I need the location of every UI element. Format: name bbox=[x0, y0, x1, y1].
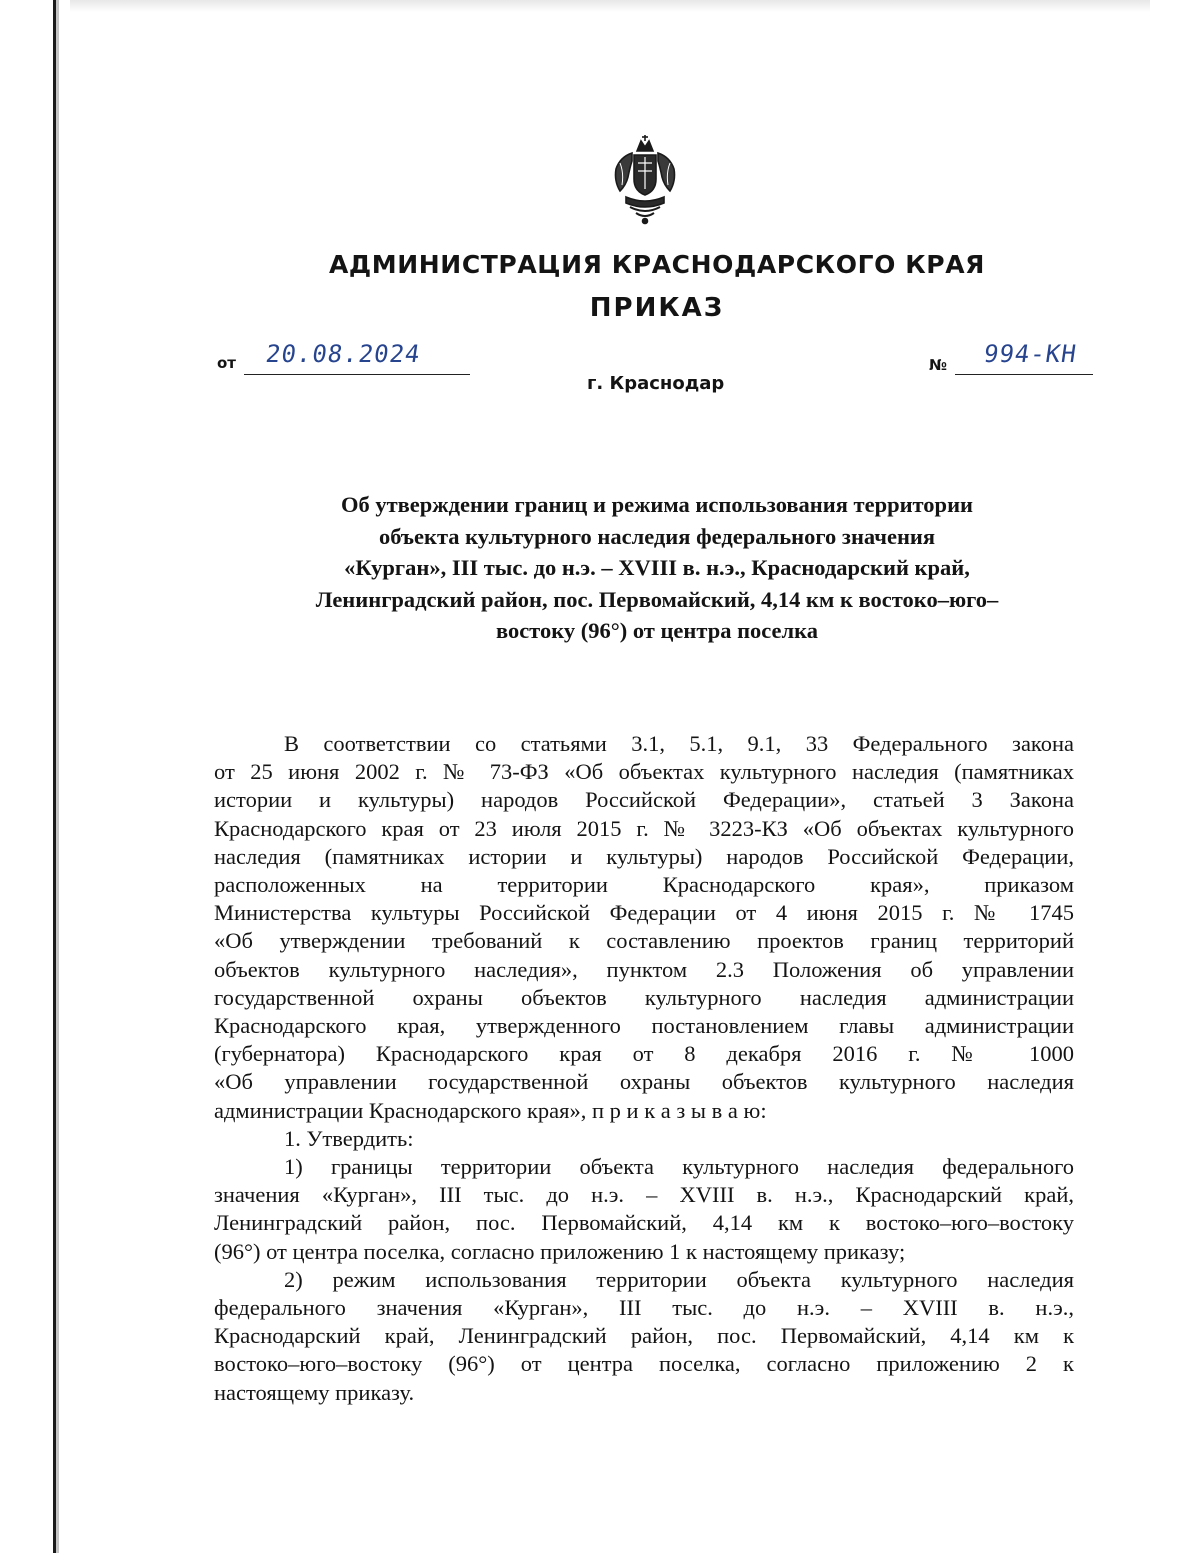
coat-of-arms-emblem bbox=[610, 133, 680, 225]
body-line: объектов культурного наследия», пунктом 2.3 Положения об управлении bbox=[214, 956, 1074, 982]
body-line: администрации Краснодарского края», п р и к а з ы в а ю: bbox=[214, 1097, 767, 1123]
body-line: (губернатора) Краснодарского края от 8 декабря 2016 г. № 1000 bbox=[214, 1041, 1074, 1067]
body-line: расположенных на территории Краснодарского края», приказом bbox=[214, 872, 1074, 898]
body-line: Краснодарский край, Ленинградский район, пос. Первомайский, 4,14 км к bbox=[214, 1323, 1074, 1349]
body-line: 1) границы территории объекта культурного наследия федерального bbox=[284, 1154, 1074, 1180]
body-line: наследия (памятниках истории и культуры) народов Российской Федерации, bbox=[214, 843, 1074, 869]
handwritten-date: 20.08.2024 bbox=[264, 340, 423, 368]
body-line: (96°) от центра поселка, согласно приложению 1 к настоящему приказу; bbox=[214, 1238, 906, 1264]
city: г. Краснодар bbox=[587, 373, 725, 394]
order-body bbox=[214, 730, 1074, 1407]
body-line: Ленинградский район, пос. Первомайский, 4,14 км к востоко–юго–востоку bbox=[214, 1210, 1074, 1236]
body-line: 2) режим использования территории объекта культурного наследия bbox=[284, 1266, 1074, 1292]
body-line: истории и культуры) народов Российской Федерации», статьей 3 Закона bbox=[214, 787, 1074, 813]
title-line: «Курган», III тыс. до н.э. – XVIII в. н.э., Краснодарский край, bbox=[344, 555, 970, 580]
body-line: В соответствии со статьями 3.1, 5.1, 9.1, 33 Федерального закона bbox=[284, 731, 1074, 756]
order-title bbox=[200, 489, 1114, 647]
body-line: Краснодарского края от 23 июля 2015 г. № 3223-КЗ «Об объектах культурного bbox=[214, 815, 1074, 841]
date-label: от bbox=[217, 354, 236, 372]
title-line: Об утверждении границ и режима использования территории bbox=[340, 492, 974, 517]
scan-artifact-top bbox=[70, 0, 1150, 12]
number-label: № bbox=[929, 356, 948, 374]
body-line: государственной охраны объектов культурного наследия администрации bbox=[214, 984, 1074, 1010]
organization-name: АДМИНИСТРАЦИЯ КРАСНОДАРСКОГО КРАЯ bbox=[328, 250, 986, 279]
date-underline bbox=[244, 374, 470, 375]
body-line: Министерства культуры Российской Федерации от 4 июня 2015 г. № 1745 bbox=[214, 900, 1074, 926]
body-line: значения «Курган», III тыс. до н.э. – XVIII в. н.э., Краснодарский край, bbox=[214, 1182, 1074, 1208]
body-line: 1. Утвердить: bbox=[284, 1125, 414, 1151]
title-line: Ленинградский район, пос. Первомайский, 4,14 км к востоко–юго– bbox=[315, 586, 999, 612]
body-line: востоко–юго–востоку (96°) от центра поселка, согласно приложению 2 к bbox=[214, 1351, 1074, 1377]
body-line: Краснодарского края, утвержденного постановлением главы администрации bbox=[214, 1013, 1074, 1039]
document-type: ПРИКАЗ bbox=[589, 293, 725, 323]
body-line: «Об управлении государственной охраны объектов культурного наследия bbox=[214, 1069, 1074, 1095]
title-line: востоку (96°) от центра поселка bbox=[495, 618, 819, 643]
title-line: объекта культурного наследия федерального значения bbox=[378, 523, 936, 549]
handwritten-order-number: 994-КН bbox=[982, 340, 1079, 368]
body-line: от 25 июня 2002 г. № 73-ФЗ «Об объектах культурного наследия (памятниках bbox=[214, 759, 1074, 785]
body-line: «Об утверждении требований к составлению проектов границ территорий bbox=[214, 928, 1074, 954]
scan-artifact-left-edge bbox=[53, 0, 56, 1553]
body-line: федерального значения «Курган», III тыс. до н.э. – XVIII в. н.э., bbox=[214, 1295, 1074, 1321]
body-line: настоящему приказу. bbox=[214, 1379, 415, 1405]
number-underline bbox=[955, 374, 1093, 375]
